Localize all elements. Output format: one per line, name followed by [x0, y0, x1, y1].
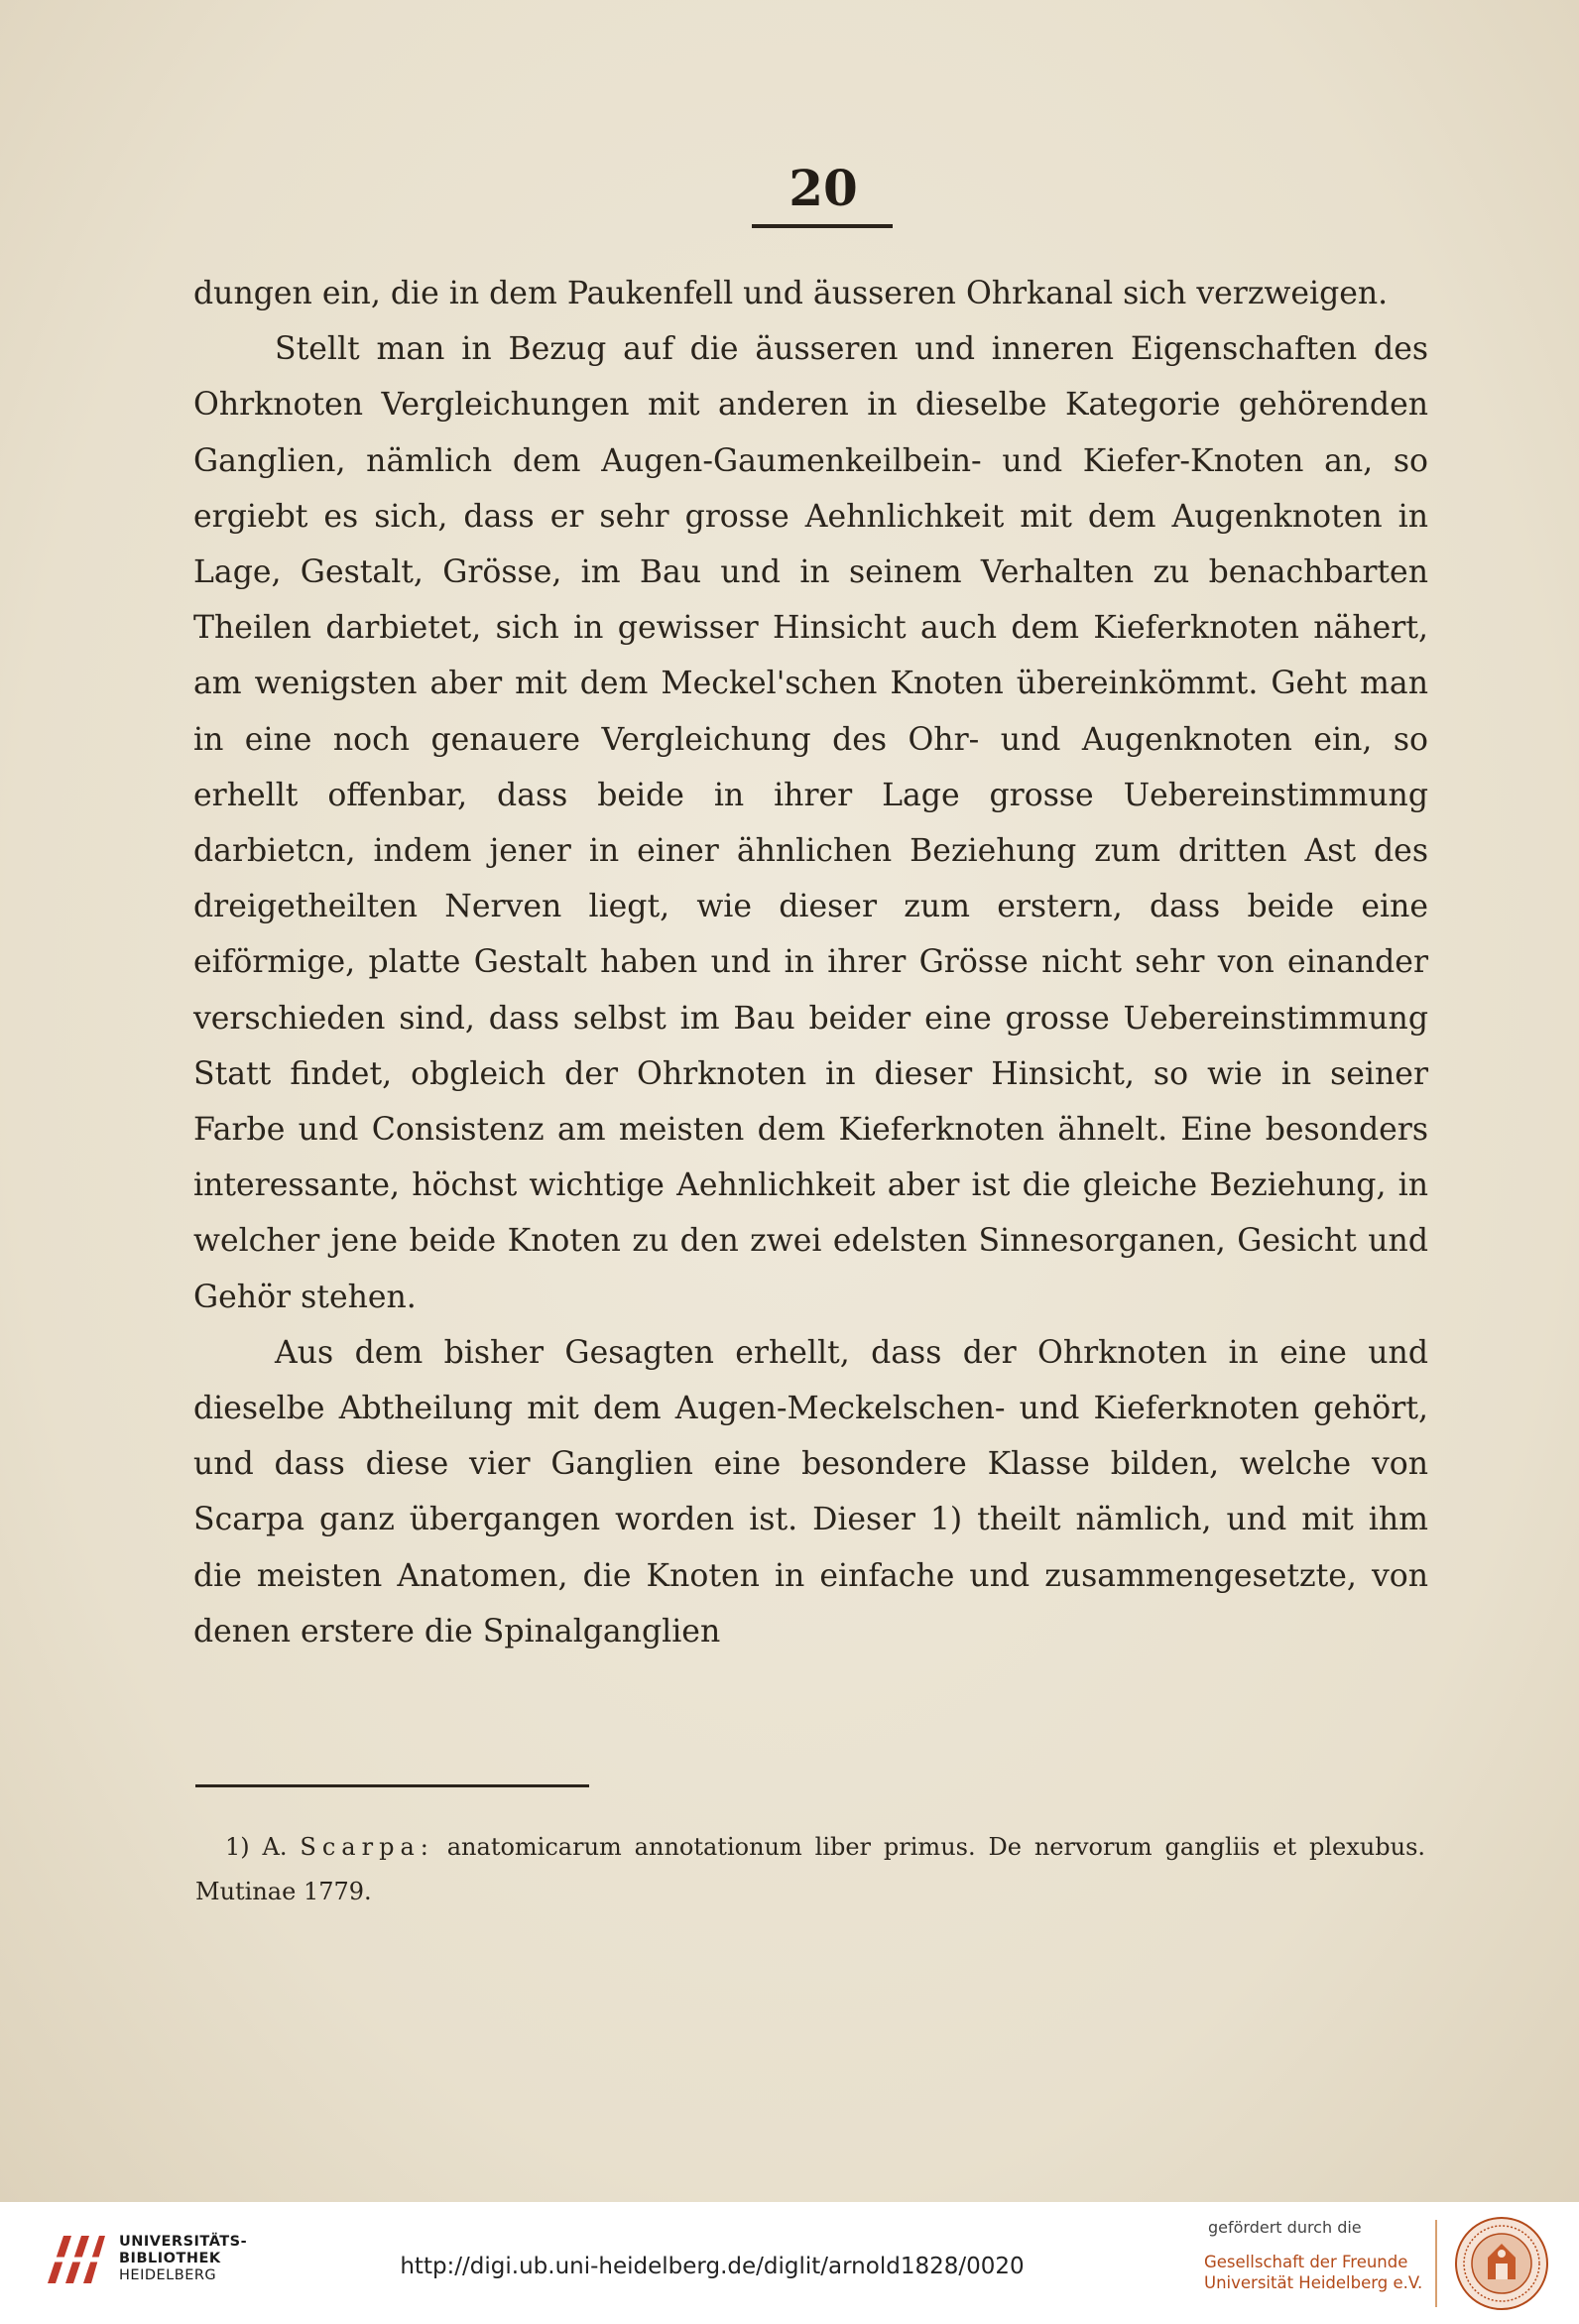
footnote [195, 1825, 1425, 1914]
library-line-2: BIBLIOTHEK [119, 2251, 221, 2266]
paragraph-1: dungen ein, die in dem Paukenfell und äusseren Ohrkanal sich verzweigen. [193, 276, 1389, 311]
library-logo-icon [42, 2230, 107, 2289]
page-number-rule [752, 224, 893, 228]
page-number: 20 [789, 159, 858, 217]
footer-bar [0, 2202, 1579, 2324]
footnote-marker: 1) [225, 1833, 250, 1861]
body-text [193, 266, 1428, 1659]
footnote-author-initial: A. [262, 1833, 288, 1861]
sponsor-caption: gefördert durch die [1208, 2218, 1362, 2237]
library-line-1: UNIVERSITÄTS- [119, 2234, 248, 2250]
university-seal-icon [1454, 2216, 1549, 2311]
footnote-text: anatomicarum annotationum liber primus. De nervorum gangliis et plexubus. Mutinae 1779. [195, 1833, 1426, 1905]
library-name [119, 2234, 247, 2284]
sponsor-line-2: Universität Heidelberg e.V. [1204, 2273, 1423, 2292]
permalink-url[interactable]: http://digi.ub.uni-heidelberg.de/diglit/arnold1828/0020 [400, 2254, 1025, 2279]
library-line-3: HEIDELBERG [119, 2267, 217, 2283]
sponsor-line-1: Gesellschaft der Freunde [1204, 2253, 1408, 2271]
footnote-author: Scarpa: [300, 1833, 434, 1861]
paragraph-2: Stellt man in Bezug auf die äusseren und inneren Eigenschaften des Ohrknoten Vergleichungen mit anderen in dieselbe Kategorie gehörenden Ganglien, nämlich dem Augen-Gaumenkeilbein- und Kiefer-Knoten an, so ergiebt es sich, dass er sehr grosse Aehnlichkeit mit dem Augenknoten in Lage, Gestalt, Grösse, im Bau und in seinem Verhalten zu benachbarten Theilen darbietet, sich in gewisser Hinsicht auch dem Kieferknoten nähert, am wenigsten aber mit dem Meckel'schen Knoten übereinkömmt. Geht man in eine noch genauere Vergleichung des Ohr- und Augenknoten ein, so erhellt offenbar, dass beide in ihrer Lage grosse Uebereinstimmung darbietcn, indem jener in einer ähnlichen Beziehung zum dritten Ast des dreigetheilten Nerven liegt, wie dieser zum erstern, dass beide eine eiförmige, platte Gestalt haben und in ihrer Grösse nicht sehr von einander verschieden sind, dass selbst im Bau beider eine grosse Uebereinstimmung Statt findet, obgleich der Ohrknoten in dieser Hinsicht, so wie in seiner Farbe und Consistenz am meisten dem Kieferknoten ähnelt. Eine besonders interessante, höchst wichtige Aehnlichkeit aber ist die gleiche Beziehung, in welcher jene beide Knoten zu den zwei edelsten Sinnesorganen, Gesicht und Gehör stehen. [193, 331, 1428, 1315]
sponsor-name [1204, 2252, 1422, 2293]
paragraph-3: Aus dem bisher Gesagten erhellt, dass der Ohrknoten in eine und dieselbe Abtheilung mit dem Augen-Meckelschen- und Kieferknoten gehört, und dass diese vier Ganglien eine besondere Klasse bilden, welche von Scarpa ganz übergangen worden ist. Dieser 1) theilt nämlich, und mit ihm die meisten Anatomen, die Knoten in einfache und zusammengesetzte, von denen erstere die Spinalganglien [193, 1334, 1428, 1650]
footnote-rule [195, 1784, 589, 1787]
sponsor-divider [1435, 2220, 1437, 2307]
